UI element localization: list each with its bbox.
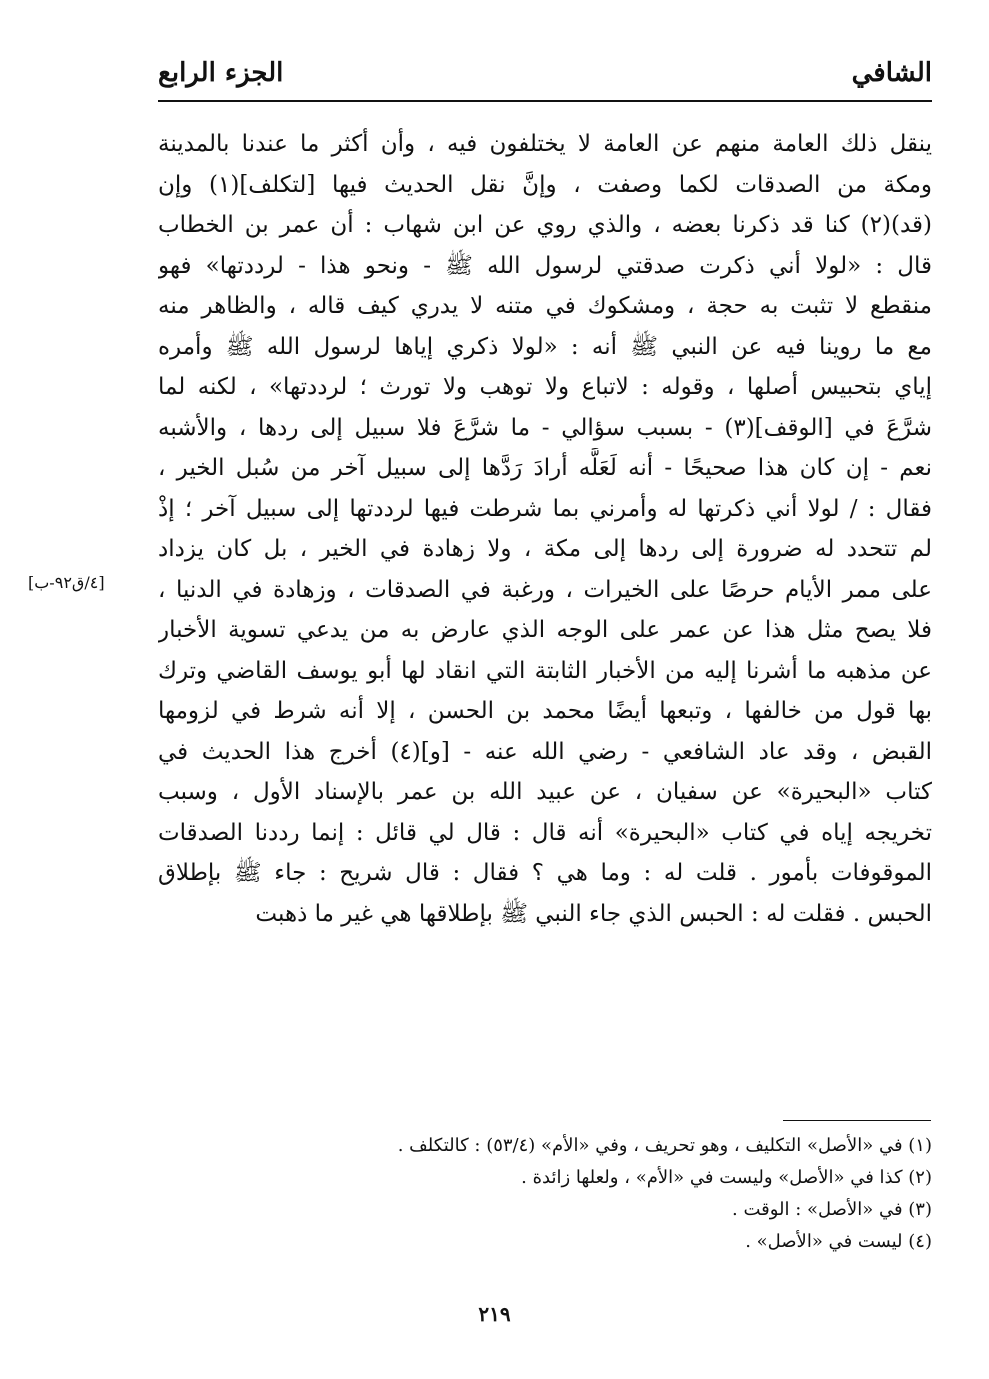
margin-folio-reference: [٤/ق٩٢-ب] (28, 573, 105, 592)
text-line: ينقل ذلك العامة منهم عن العامة لا يختلفون فيه ، وأن أكثر ما عندنا بالمدينة (158, 131, 932, 157)
volume-label: الجزء الرابع (158, 58, 284, 88)
text-line: لم تتحدد له ضرورة إلى ردها إلى مكة ، ولا زهادة في الخير ، بل كان يزداد (158, 536, 932, 562)
book-title: الشافي (851, 58, 932, 88)
text-line: كتاب «البحيرة» عن سفيان ، عن عبيد الله بن عمر بالإسناد الأول ، وسبب (158, 779, 932, 805)
text-line: منقطع لا تثبت به حجة ، ومشكوك في متنه لا يدري كيف قاله ، والظاهر منه (158, 293, 932, 319)
text-line: قال : «لولا أني ذكرت صدقتي لرسول الله ﷺ - ونحو هذا - لرددتها» فهو (158, 252, 932, 279)
footnote: (١) في «الأصل» التكليف ، وهو تحريف ، وفي «الأم» (٥٣/٤) : كالتكلف . (397, 1135, 932, 1156)
footnote: (٢) كذا في «الأصل» وليست في «الأم» ، ولعلها زائدة . (521, 1167, 932, 1188)
text-line: إياي بتحبيس أصلها ، وقوله : لاتباع ولا توهب ولا تورث ؛ لرددتها» ، لكنه لما (158, 374, 932, 400)
text-line: تخريجه إياه في كتاب «البحيرة» أنه قال : قال لي قائل : إنما رددنا الصدقات (158, 819, 932, 846)
text-line: بها قول من خالفها ، وتبعها أيضًا محمد بن الحسن ، إلا أنه شرط في لزومها (158, 698, 932, 724)
text-line: مع ما روينا فيه عن النبي ﷺ أنه : «لولا ذكري إياها لرسول الله ﷺ وأمره (158, 333, 932, 360)
text-line: ومكة من الصدقات لكما وصفت ، وإنَّ نقل الحديث فيها [لتكلف](١) وإن (158, 171, 932, 198)
footnote: (٤) ليست في «الأصل» . (745, 1231, 932, 1252)
text-line: الموقوفات بأمور . قلت له : وما هي ؟ فقال : قال شريح : جاء ﷺ بإطلاق (158, 860, 932, 886)
text-line: نعم - إن كان هذا صحيحًا - أنه لَعَلَّه أرادَ رَدَّها إلى سبيل آخر من سُبل الخير ، (158, 455, 932, 481)
text-line: الحبس . فقلت له : الحبس الذي جاء النبي ﷺ بإطلاقها هي غير ما ذهبت (255, 900, 932, 927)
footnote-divider (783, 1120, 931, 1121)
text-line: فقال : / لولا أني ذكرتها له وأمرني بما شرطت فيها لرددتها إلى سبيل آخر ؛ إذْ (158, 495, 932, 522)
text-line: (قد)(٢) كنا قد ذكرنا بعضه ، والذي روي عن ابن شهاب : أن عمر بن الخطاب (158, 212, 932, 238)
text-line: فلا يصح مثل هذا عن عمر على الوجه الذي عارض به من يدعي تسوية الأخبار (158, 617, 932, 643)
text-line: شرَّعَ في [الوقف](٣) - بسبب سؤالي - ما شرَّعَ فلا سبيل إلى ردها ، والأشبه (158, 414, 932, 441)
text-line: القبض ، وقد عاد الشافعي - رضي الله عنه - [و](٤) أخرج هذا الحديث في (158, 738, 932, 765)
header-divider (158, 100, 932, 102)
text-line: عن مذهبه ما أشرنا إليه من الأخبار الثابتة التي انقاد لها أبو يوسف القاضي وترك (158, 657, 932, 684)
main-text (158, 124, 932, 934)
footnote: (٣) في «الأصل» : الوقت . (732, 1199, 932, 1220)
text-line: على ممر الأيام حرصًا على الخيرات ، ورغبة في الصدقات ، وزهادة في الدنيا ، (158, 576, 932, 603)
page-number: ٢١٩ (478, 1302, 511, 1326)
footnotes (300, 1130, 932, 1258)
running-header (158, 52, 932, 102)
